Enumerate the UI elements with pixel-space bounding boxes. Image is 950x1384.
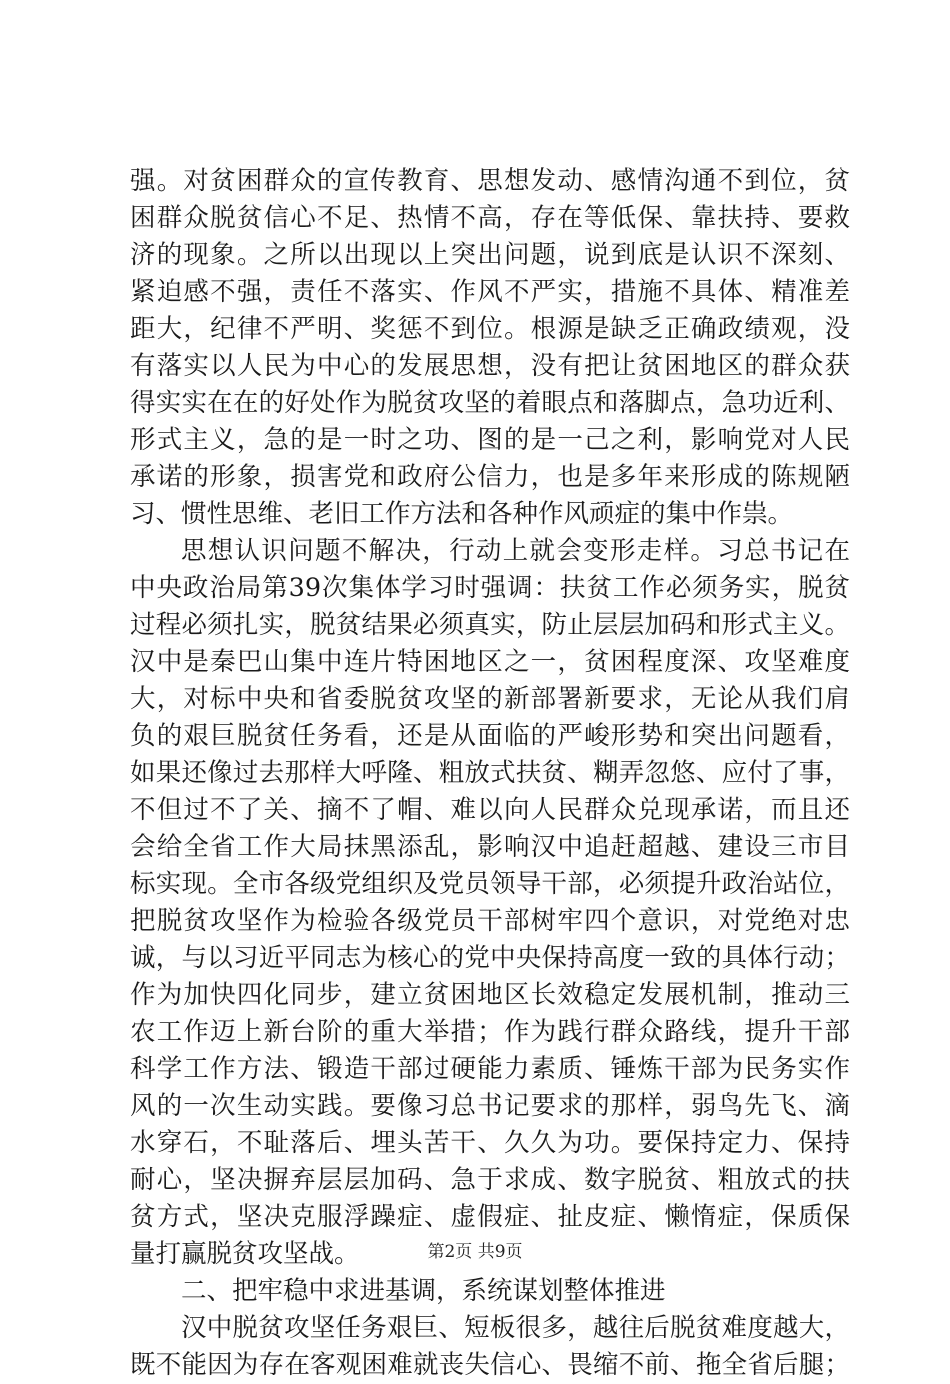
- text-line: 中央政治局第39次集体学习时强调：扶贫工作必须务实，脱贫: [130, 573, 850, 603]
- text-line: 水穿石，不耻落后、埋头苦干、久久为功。要保持定力、保持: [130, 1128, 850, 1158]
- text-line: 农工作迈上新台阶的重大举措；作为践行群众路线，提升干部: [130, 1017, 850, 1047]
- text-line: 把脱贫攻坚作为检验各级党员干部树牢四个意识，对党绝对忠: [130, 906, 850, 936]
- text-line: 困群众脱贫信心不足、热情不高，存在等低保、靠扶持、要救: [130, 203, 850, 233]
- text-line: 强。对贫困群众的宣传教育、思想发动、感情沟通不到位，贫: [130, 166, 850, 196]
- text-line: 作为加快四化同步，建立贫困地区长效稳定发展机制，推动三: [130, 980, 850, 1010]
- text-line: 大，对标中央和省委脱贫攻坚的新部署新要求，无论从我们肩: [130, 684, 850, 714]
- text-line: 二、把牢稳中求进基调，系统谋划整体推进: [181, 1276, 666, 1306]
- page-footer: 第2页 共9页: [427, 1242, 523, 1262]
- text-line: 负的艰巨脱贫任务看，还是从面临的严峻形势和突出问题看，: [130, 721, 850, 751]
- text-line: 过程必须扎实，脱贫结果必须真实，防止层层加码和形式主义。: [130, 610, 850, 640]
- text-line: 距大，纪律不严明、奖惩不到位。根源是缺乏正确政绩观，没: [130, 314, 850, 344]
- text-line: 承诺的形象，损害党和政府公信力，也是多年来形成的陈规陋: [130, 462, 850, 492]
- text-line: 得实实在在的好处作为脱贫攻坚的着眼点和落脚点，急功近利、: [130, 388, 850, 418]
- text-line: 形式主义，急的是一时之功、图的是一己之利，影响党对人民: [130, 425, 850, 455]
- text-line: 汉中是秦巴山集中连片特困地区之一，贫困程度深、攻坚难度: [130, 647, 850, 677]
- text-line: 汉中脱贫攻坚任务艰巨、短板很多，越往后脱贫难度越大，: [181, 1313, 850, 1343]
- text-line: 不但过不了关、摘不了帽、难以向人民群众兑现承诺，而且还: [130, 795, 850, 825]
- text-line: 贫方式，坚决克服浮躁症、虚假症、扯皮症、懒惰症，保质保: [130, 1202, 850, 1232]
- text-line: 标实现。全市各级党组织及党员领导干部，必须提升政治站位，: [130, 869, 850, 899]
- text-line: 习、惯性思维、老旧工作方法和各种作风顽症的集中作祟。: [130, 499, 794, 529]
- text-line: 风的一次生动实践。要像习总书记要求的那样，弱鸟先飞、滴: [130, 1091, 850, 1121]
- text-line: 既不能因为存在客观困难就丧失信心、畏缩不前、拖全省后腿；: [130, 1350, 850, 1380]
- text-line: 紧迫感不强，责任不落实、作风不严实，措施不具体、精准差: [130, 277, 850, 307]
- text-line: 会给全省工作大局抹黑添乱，影响汉中追赶超越、建设三市目: [130, 832, 850, 862]
- text-line: 诚，与以习近平同志为核心的党中央保持高度一致的具体行动；: [130, 943, 850, 973]
- text-line: 如果还像过去那样大呼隆、粗放式扶贫、糊弄忽悠、应付了事，: [130, 758, 850, 788]
- text-line: 量打赢脱贫攻坚战。: [130, 1239, 360, 1269]
- document-body: [130, 163, 850, 1384]
- text-line: 科学工作方法、锻造干部过硬能力素质、锤炼干部为民务实作: [130, 1054, 850, 1084]
- text-line: 济的现象。之所以出现以上突出问题，说到底是认识不深刻、: [130, 240, 850, 270]
- text-line: 耐心，坚决摒弃层层加码、急于求成、数字脱贫、粗放式的扶: [130, 1165, 850, 1195]
- text-line: 思想认识问题不解决，行动上就会变形走样。习总书记在: [181, 536, 850, 566]
- text-line: 有落实以人民为中心的发展思想，没有把让贫困地区的群众获: [130, 351, 850, 381]
